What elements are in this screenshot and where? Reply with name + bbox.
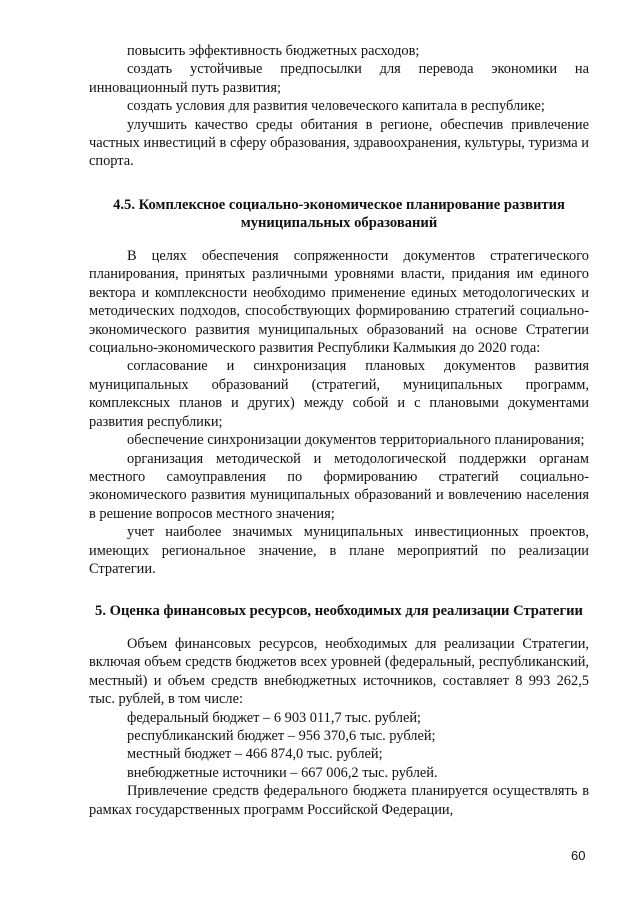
page-number: 60 [571, 848, 586, 863]
section-4-5-heading: 4.5. Комплексное социально-экономическое планирование развития муниципальных образований [113, 196, 565, 232]
goal-item: создать устойчивые предпосылки для перевода экономики на инновационный путь развития; [89, 61, 589, 96]
planning-item: организация методической и методологической поддержки органам местного самоуправления по формированию стратегий социально-экономического развития муниципальных образований и вовлечению населения в решение вопросов местного значения; [89, 450, 589, 522]
goal-item: создать условия для развития человеческого капитала в республике; [127, 98, 545, 115]
goal-item: улучшить качество среды обитания в регионе, обеспечив привлечение частных инвестиций в сферу образования, здравоохранения, культуры, туризма и спорта. [89, 116, 589, 170]
page-content [89, 42, 589, 819]
section-5-closing: Привлечение средств федерального бюджета планируется осуществлять в рамках государственных программ Российской Федерации, [89, 783, 589, 818]
budget-item-republican: республиканский бюджет – 956 370,6 тыс. рублей; [127, 727, 436, 744]
section-5-intro: Объем финансовых ресурсов, необходимых для реализации Стратегии, включая объем средств бюджетов всех уровней (федеральный, республиканский, местный) и объем средств внебюджетных источников, составляет 8 993 262,5 тыс. рублей, в том числе: [89, 635, 589, 708]
budget-item-federal: федеральный бюджет – 6 903 011,7 тыс. рублей; [127, 709, 422, 726]
planning-item: обеспечение синхронизации документов территориального планирования; [127, 432, 585, 449]
section-5-heading: 5. Оценка финансовых ресурсов, необходимых для реализации Стратегии [95, 603, 583, 620]
planning-item: учет наиболее значимых муниципальных инвестиционных проектов, имеющих региональное значение, в плане мероприятий по реализации Стратегии. [89, 524, 589, 577]
budget-item-local: местный бюджет – 466 874,0 тыс. рублей; [127, 746, 383, 763]
budget-item-extrabudgetary: внебюджетные источники – 667 006,2 тыс. рублей. [127, 764, 438, 781]
goal-item: повысить эффективность бюджетных расходов; [127, 43, 420, 59]
planning-item: согласование и синхронизация плановых документов развития муниципальных образований (стратегий, муниципальных программ, комплексных планов и других) между собой и с плановыми документами развития республики; [89, 358, 589, 430]
section-4-5-intro: В целях обеспечения сопряженности документов стратегического планирования, принятых различными уровнями власти, придания им единого вектора и комплексности необходимо применение единых методологических и методических подходов, способствующих формированию стратегий социально-экономического развития муниципальных образований на основе Стратегии социально-экономического развития Республики Калмыкия до 2020 года: [89, 248, 589, 357]
